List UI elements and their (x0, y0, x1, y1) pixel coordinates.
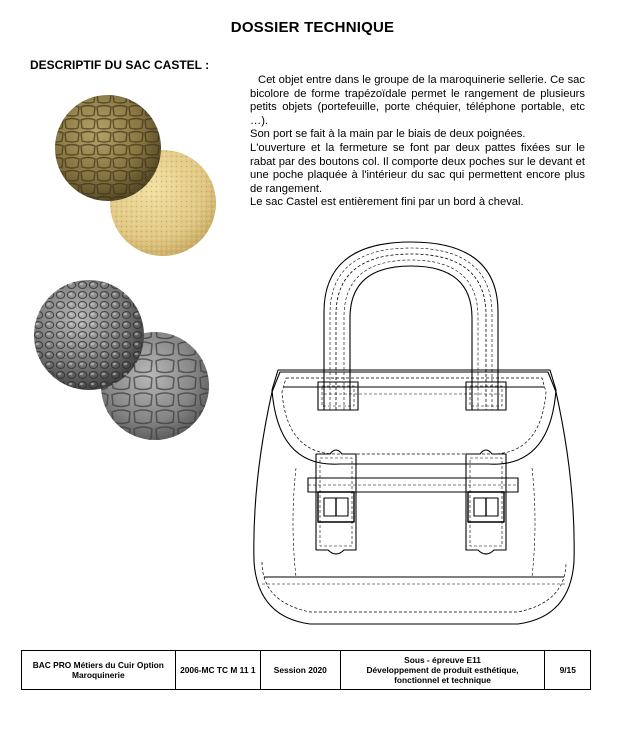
description-paragraph-1: Cet objet entre dans le groupe de la maroquinerie sellerie. Ce sac bicolore de forme trapézoïdale permet le rangement de plusieurs petits objets (portefeuille, porte chéquier, téléphone portable, etc …). (250, 74, 585, 127)
footer-exam-line3: fonctionnel et technique (394, 675, 491, 685)
footer-session: Session 2020 (260, 651, 340, 690)
front-strap (308, 478, 518, 492)
description-paragraph-3: L'ouverture et la fermeture se font par deux pattes fixées sur le rabat par des boutons col. Il comporte deux poches sur le devant et une poche plaquée à l'intérieur du sac qui permettent encore plus de rangement. (250, 141, 585, 195)
footer-exam-line2: Développement de produit esthétique, (366, 665, 519, 675)
footer-diploma-line2: Maroquinerie (72, 670, 125, 680)
leather-swatches (0, 0, 250, 470)
bag-flap (272, 370, 556, 464)
bag-technical-drawing (238, 232, 590, 640)
left-closure-tab (316, 450, 356, 554)
footer-page-number: 9/15 (545, 651, 591, 690)
footer-diploma-line1: BAC PRO Métiers du Cuir Option (32, 660, 164, 670)
handle-outer (324, 242, 498, 410)
footer-code: 2006-MC TC M 11 1 (175, 651, 260, 690)
bag-body (254, 372, 574, 624)
description-paragraph-4: Le sac Castel est entièrement fini par un bord à cheval. (250, 196, 524, 209)
right-closure-tab (466, 450, 506, 554)
footer-exam-line1: Sous - épreuve E11 (404, 655, 481, 665)
footer-exam (340, 651, 545, 690)
section-title: DESCRIPTIF DU SAC CASTEL : (30, 58, 210, 72)
swatch-grey-pebbled (34, 280, 144, 390)
handle-attachments (318, 382, 506, 410)
footer-table (21, 650, 591, 690)
description-text (250, 74, 585, 210)
footer-diploma (22, 651, 176, 690)
description-paragraph-2: Son port se fait à la main par le biais de deux poignées. (250, 128, 526, 141)
swatch-bronze-textured (55, 95, 161, 201)
page-title: DOSSIER TECHNIQUE (230, 19, 395, 36)
